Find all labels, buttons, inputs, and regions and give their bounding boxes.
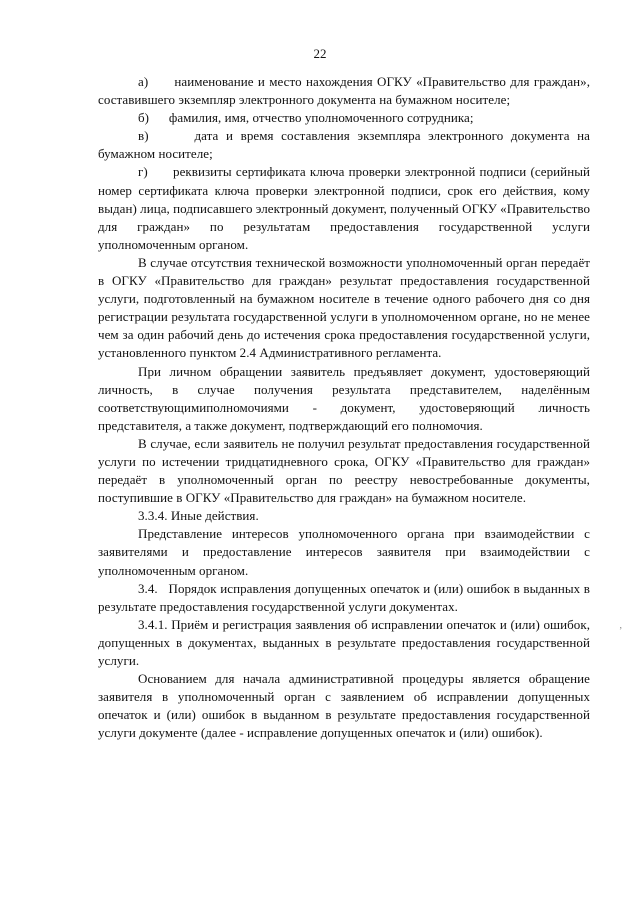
list-item-a: а) наименование и место нахождения ОГКУ «Правительство для граждан», составившего экземпляр электронного документа на бумажном носителе;: [98, 74, 590, 108]
paragraph-grounds: Основанием для начала административной процедуры является обращение заявителя в уполномоченный орган с заявлением об исправлении допущенных опечаток и (или) ошибок в выданном в результате предоставления государственной услуги документе (далее - исправление допущенных опечаток и (или) ошибок).: [98, 671, 590, 741]
paragraph-no-technical-possibility: В случае отсутствия технической возможности уполномоченный орган передаёт в ОГКУ «Правительство для граждан» результат предоставления государственной услуги, подготовленный на бумажном носителе в течение одного рабочего дня со дня регистрации результата государственной услуги в уполномоченном органе, но не менее чем за один рабочий день до истечения срока предоставления государственной услуги, установленного пунктом 2.4 Административного регламента.: [98, 254, 590, 361]
paragraph-personal-appeal: При личном обращении заявитель предъявляет документ, удостоверяющий личность, в случае получения результата представителем, наделённым соответствующимиполномочиями - документ, удостоверяющий личность представителя, а также документ, подтверждающий его полномочия.: [98, 363, 590, 433]
list-item-g: г) реквизиты сертификата ключа проверки электронной подписи (серийный номер сертификата ключа проверки электронной подписи, срок его действия, кому выдан) лица, подписавшего электронный документ, полученный ОГКУ «Правительство для граждан» по результатам предоставления государственной услуги уполномоченным органом.: [98, 164, 590, 252]
paragraph-unclaimed-result: В случае, если заявитель не получил результат предоставления государственной услуги по истечении тридцатидневного срока, ОГКУ «Правительство для граждан» передаёт в уполномоченный орган по реестру невостребованные документы, поступившие в ОГКУ «Правительство для граждан» на бумажном носителе.: [98, 435, 590, 506]
paragraph-representation: Представление интересов уполномоченного органа при взаимодействии с заявителями и предоставление интересов заявителя при взаимодействии с уполномоченным органом.: [98, 526, 590, 578]
section-heading-3-4: 3.4. Порядок исправления допущенных опечаток и (или) ошибок в выданных в результате предоставления государственной услуги документах.: [98, 580, 590, 614]
list-item-v: в) дата и время составления экземпляра электронного документа на бумажном носителе;: [98, 128, 590, 162]
margin-mark: ,: [619, 620, 622, 631]
page-number: 22: [313, 46, 327, 61]
document-body: [98, 73, 590, 742]
list-item-b: б) фамилия, имя, отчество уполномоченного сотрудника;: [138, 110, 474, 126]
section-heading-3-3-4: 3.3.4. Иные действия.: [138, 508, 259, 524]
section-heading-3-4-1: 3.4.1. Приём и регистрация заявления об исправлении опечаток и (или) ошибок, допущенных в документах, выданных в результате предоставления государственной услуги.: [98, 616, 590, 668]
